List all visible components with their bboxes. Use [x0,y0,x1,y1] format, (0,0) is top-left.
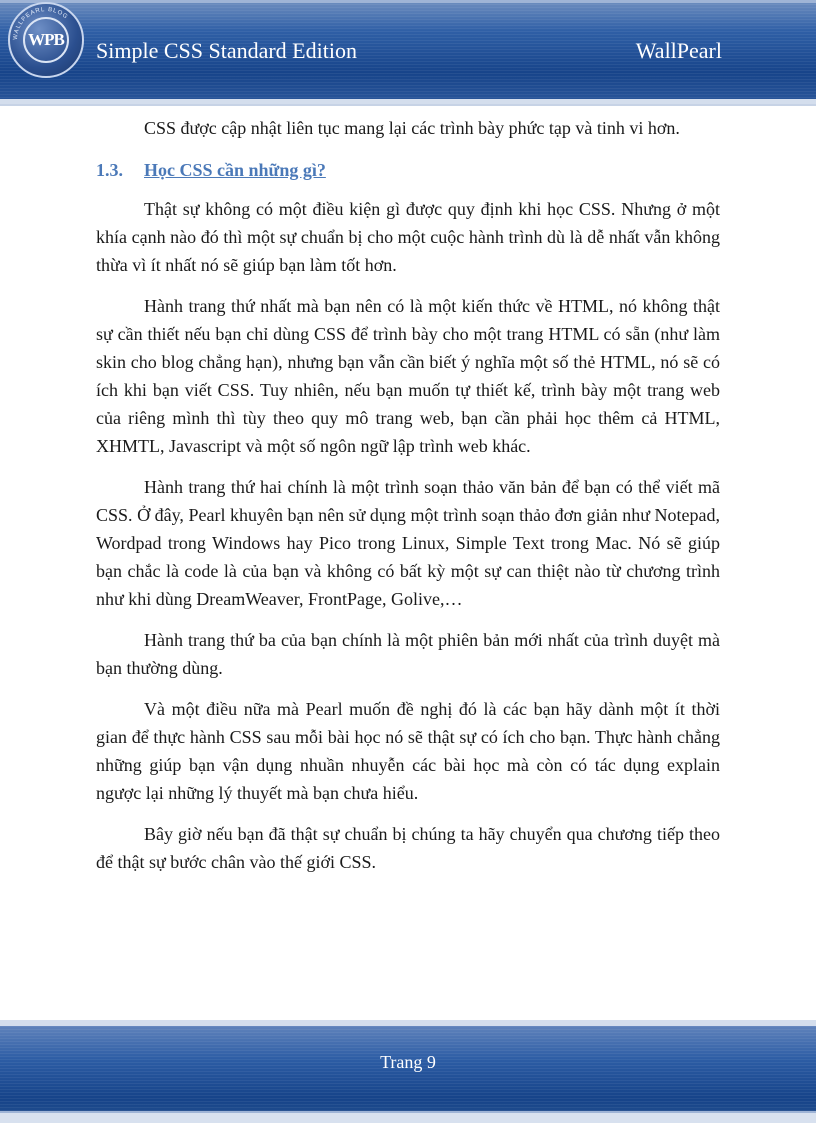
section-heading [96,156,720,184]
intro-paragraph: CSS được cập nhật liên tục mang lại các trình bày phức tạp và tinh vi hơn. [144,118,680,138]
document-title: Simple CSS Standard Edition [96,38,357,63]
page-number: Trang 9 [380,1052,436,1072]
paragraph: Và một điều nữa mà Pearl muốn đề nghị đó là các bạn hãy dành một ít thời gian để thực hành CSS sau mỗi bài học nó sẽ thật sự có ích cho bạn. Thực hành chẳng những giúp bạn vận dụng nhuần nhuyễn các bài học mà còn có tác dụng explain ngược lại những lý thuyết mà bạn chưa hiểu. [96,699,720,803]
paragraph: Bây giờ nếu bạn đã thật sự chuẩn bị chúng ta hãy chuyển qua chương tiếp theo để thật sự bước chân vào thế giới CSS. [96,824,720,872]
wpb-logo [8,2,84,78]
paragraph: Hành trang thứ ba của bạn chính là một phiên bản mới nhất của trình duyệt mà bạn thường dùng. [96,630,720,678]
brand-name: WallPearl [635,38,722,63]
logo-monogram: WPB [23,17,69,63]
section-number: 1.3. [96,160,123,180]
page-content [96,114,720,889]
footer-banner [0,1020,816,1123]
header-banner [0,0,816,104]
svg-text:WALLPEARL BLOG: WALLPEARL BLOG [12,6,69,41]
section-title: Học CSS cần những gì? [144,160,326,180]
footer-stripe [0,1111,816,1123]
paragraph: Hành trang thứ nhất mà bạn nên có là một kiến thức về HTML, nó không thật sự cần thiết nếu bạn chỉ dùng CSS để trình bày cho một trang HTML có sẵn (như làm skin cho blog chẳng hạn), nhưng bạn vẫn cần biết ý nghĩa một số thẻ HTML, nó sẽ có ích khi bạn viết CSS. Tuy nhiên, nếu bạn muốn tự thiết kế, trình bày một trang web của riêng mình thì tùy theo quy mô trang web, bạn cần phải học thêm cả HTML, XHMTL, Javascript và một số ngôn ngữ lập trình web khác. [96,296,720,456]
paragraph: Thật sự không có một điều kiện gì được quy định khi học CSS. Nhưng ở một khía cạnh nào đó thì một sự chuẩn bị cho một cuộc hành trình dù là dễ nhất vẫn không thừa vì ít nhất nó sẽ giúp bạn làm tốt hơn. [96,199,720,275]
paragraph: Hành trang thứ hai chính là một trình soạn thảo văn bản để bạn có thể viết mã CSS. Ở đây, Pearl khuyên bạn nên sử dụng một trình soạn thảo đơn giản như Notepad, Wordpad trong Windows hay Pico trong Linux, Simple Text trong Mac. Nó sẽ giúp bạn chắc là code là của bạn và không có bất kỳ một sự can thiệt nào từ chương trình như khi dùng DreamWeaver, FrontPage, Golive,… [96,477,720,609]
